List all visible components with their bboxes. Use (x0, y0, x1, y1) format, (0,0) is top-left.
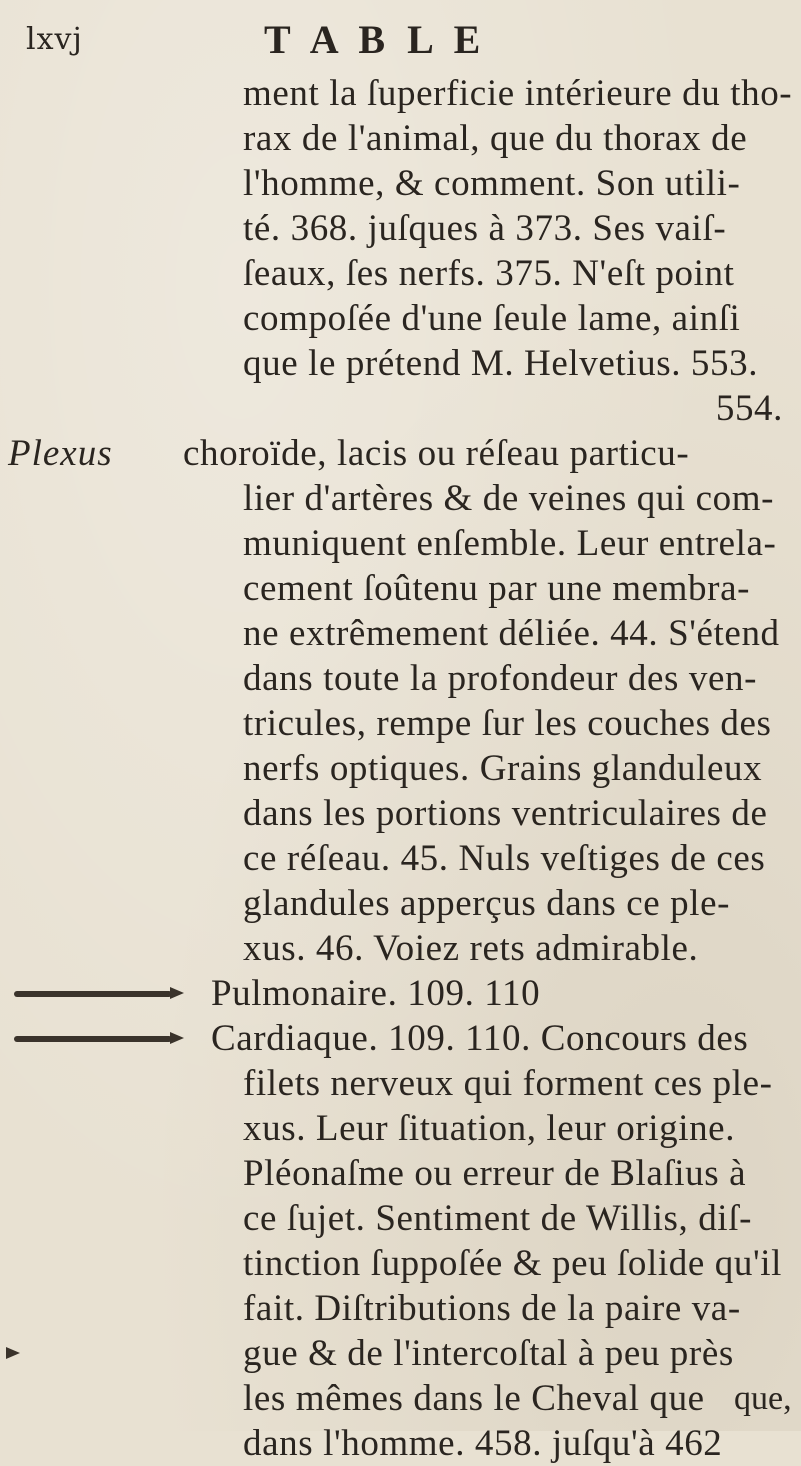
text-line: ſeaux, ſes nerfs. 375. N'eſt point (243, 253, 735, 294)
text-line: dans toute la profondeur des ven- (243, 658, 758, 699)
text-line: les mêmes dans le Cheval que (243, 1378, 705, 1419)
text-line: nerfs optiques. Grains glanduleux (243, 748, 763, 789)
text-line: Pulmonaire. 109. 110 (211, 973, 541, 1014)
page-number: lxvj (26, 22, 83, 57)
text-line: dans les portions ventriculaires de (243, 793, 768, 834)
text-line: 554. (715, 388, 783, 429)
entry-dash (14, 991, 172, 997)
text-line: l'homme, & comment. Son utili- (243, 163, 741, 204)
text-line: tricules, rempe ſur les couches des (243, 703, 772, 744)
text-line: compoſée d'une ſeule lame, ainſi (243, 298, 741, 339)
text-line: ne extrêmement déliée. 44. S'étend (243, 613, 780, 654)
text-line: cement ſoûtenu par une membra- (243, 568, 751, 609)
text-line: xus. 46. Voiez rets admirable. (243, 928, 699, 969)
text-line: gue & de l'intercoſtal à peu près (243, 1333, 734, 1374)
text-line: Pléonaſme ou erreur de Blaſius à (243, 1153, 747, 1194)
text-line: muniquent enſemble. Leur entrela- (243, 523, 777, 564)
text-line: té. 368. juſques à 373. Ses vaiſ- (243, 208, 727, 249)
running-title: T A B L E (264, 17, 487, 62)
catchword: que, (734, 1380, 792, 1417)
entry-dash (14, 1036, 172, 1042)
text-line: filets nerveux qui forment ces ple- (243, 1063, 773, 1104)
text-line: ce réſeau. 45. Nuls veſtiges de ces (243, 838, 766, 879)
text-line: choroïde, lacis ou réſeau particu- (183, 433, 690, 474)
text-line: que le prétend M. Helvetius. 553. (243, 343, 759, 384)
margin-entry: Plexus (8, 433, 113, 474)
page-header (0, 10, 801, 70)
text-line: fait. Diſtributions de la paire va- (243, 1288, 741, 1329)
text-line: rax de l'animal, que du thorax de (243, 118, 748, 159)
text-line: Cardiaque. 109. 110. Concours des (211, 1018, 749, 1059)
text-line: xus. Leur ſituation, leur origine. (243, 1108, 736, 1149)
text-line: ment la ſuperficie intérieure du tho- (243, 73, 793, 114)
text-line: ce ſujet. Sentiment de Willis, diſ- (243, 1198, 752, 1239)
text-line: tinction ſuppoſée & peu ſolide qu'il (243, 1243, 782, 1284)
text-line: glandules apperçus dans ce ple- (243, 883, 731, 924)
text-line: dans l'homme. 458. juſqu'à 462 (243, 1423, 723, 1464)
text-line: lier d'artères & de veines qui com- (243, 478, 775, 519)
